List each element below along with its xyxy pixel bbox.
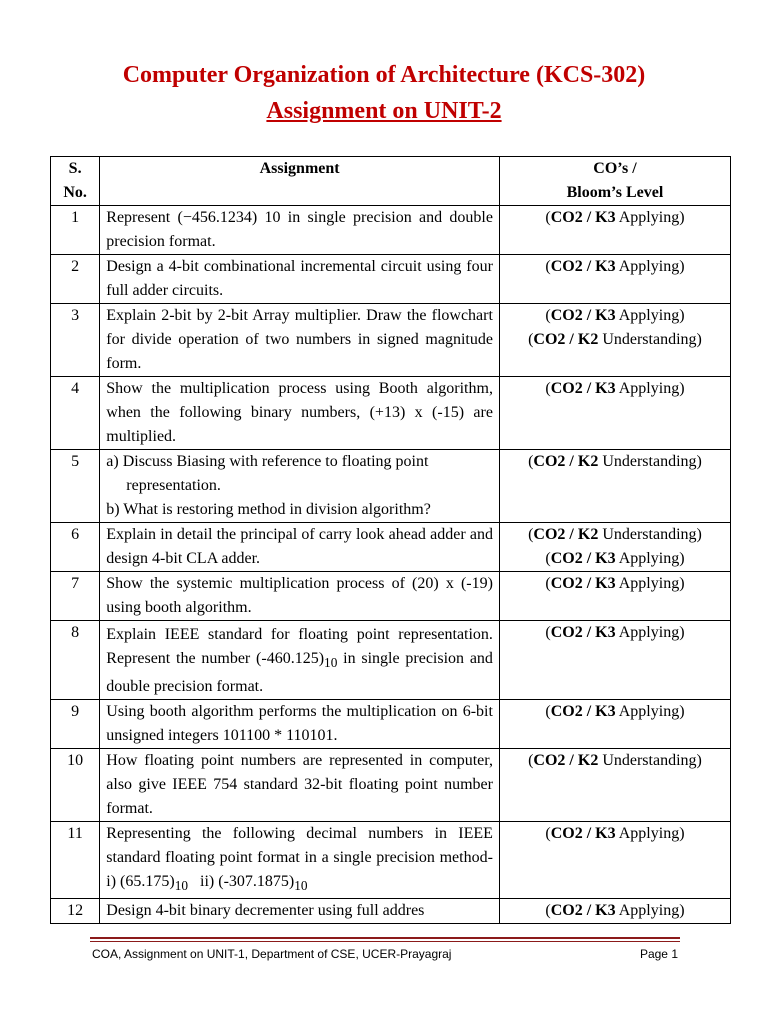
row-assignment: Explain 2-bit by 2-bit Array multiplier. Draw the flowchart for divide operation of two numbers in signed magnitude form. (100, 304, 500, 377)
row-co: (CO2 / K3 Applying) (499, 621, 730, 700)
table-row (51, 523, 731, 572)
row-assignment: Design a 4-bit combinational incremental circuit using four full adder circuits. (100, 255, 500, 304)
header-co-level: CO’s / Bloom’s Level (499, 157, 730, 206)
row-co: (CO2 / K3 Applying) (CO2 / K2 Understanding) (499, 304, 730, 377)
row-number: 2 (51, 255, 100, 304)
header-sno: S. No. (51, 157, 100, 206)
footer-text: COA, Assignment on UNIT-1, Department of CSE, UCER-Prayagraj (92, 947, 452, 961)
row-number: 8 (51, 621, 100, 700)
page-number: Page 1 (639, 947, 678, 961)
row-co: (CO2 / K3 Applying) (499, 255, 730, 304)
row-co: (CO2 / K3 Applying) (499, 700, 730, 749)
row-number: 10 (51, 749, 100, 822)
row-co: (CO2 / K2 Understanding) (499, 450, 730, 523)
assignment-table (50, 156, 731, 924)
table-row (51, 377, 731, 450)
header-assignment: Assignment (100, 157, 500, 206)
row-co: (CO2 / K3 Applying) (499, 822, 730, 899)
row-number: 4 (51, 377, 100, 450)
footer-rule (90, 937, 680, 939)
row-number: 9 (51, 700, 100, 749)
table-row (51, 572, 731, 621)
row-number: 5 (51, 450, 100, 523)
row-co: (CO2 / K3 Applying) (499, 572, 730, 621)
table-row (51, 700, 731, 749)
row-assignment: Represent (−456.1234) 10 in single precision and double precision format. (100, 206, 500, 255)
document-subtitle: Assignment on UNIT-2 (266, 98, 502, 124)
table-row (51, 621, 731, 700)
table-row (51, 304, 731, 377)
row-number: 6 (51, 523, 100, 572)
row-assignment: Explain in detail the principal of carry look ahead adder and design 4-bit CLA adder. (100, 523, 500, 572)
table-row (51, 899, 731, 924)
row-co: (CO2 / K2 Understanding) (499, 749, 730, 822)
row-number: 12 (51, 899, 100, 924)
row-co: (CO2 / K3 Applying) (499, 377, 730, 450)
row-assignment: How floating point numbers are represented in computer, also give IEEE 754 standard 32-bit floating point number format. (100, 749, 500, 822)
row-assignment: a) Discuss Biasing with reference to floating point representation. b) What is restoring method in division algorithm? (100, 450, 500, 523)
table-row (51, 450, 731, 523)
row-assignment: Using booth algorithm performs the multiplication on 6-bit unsigned integers 101100 * 110101. (100, 700, 500, 749)
row-assignment: Design 4-bit binary decrementer using full addres (100, 899, 500, 924)
row-co: (CO2 / K2 Understanding) (CO2 / K3 Applying) (499, 523, 730, 572)
row-assignment: Show the systemic multiplication process of (20) x (-19) using booth algorithm. (100, 572, 500, 621)
document-title: Computer Organization of Architecture (KCS-302) (122, 62, 646, 88)
row-number: 3 (51, 304, 100, 377)
table-row (51, 749, 731, 822)
row-assignment: Explain IEEE standard for floating point representation. Represent the number $(-460.125)_{10}$ in single precision and double precision format. (100, 621, 500, 700)
row-number: 11 (51, 822, 100, 899)
table-row (51, 255, 731, 304)
row-assignment: Representing the following decimal numbers in IEEE standard floating point format in a single precision method- i) $(65.175)_{10}$ ii) $(-307.1875)_{10}$ (100, 822, 500, 899)
row-assignment: Show the multiplication process using Booth algorithm, when the following binary numbers, (+13) x (-15) are multiplied. (100, 377, 500, 450)
footer-rule-thin (90, 941, 680, 942)
table-row (51, 206, 731, 255)
table-row (51, 822, 731, 899)
table-header-row (51, 157, 731, 206)
row-co: (CO2 / K3 Applying) (499, 899, 730, 924)
row-co: (CO2 / K3 Applying) (499, 206, 730, 255)
row-number: 7 (51, 572, 100, 621)
row-number: 1 (51, 206, 100, 255)
